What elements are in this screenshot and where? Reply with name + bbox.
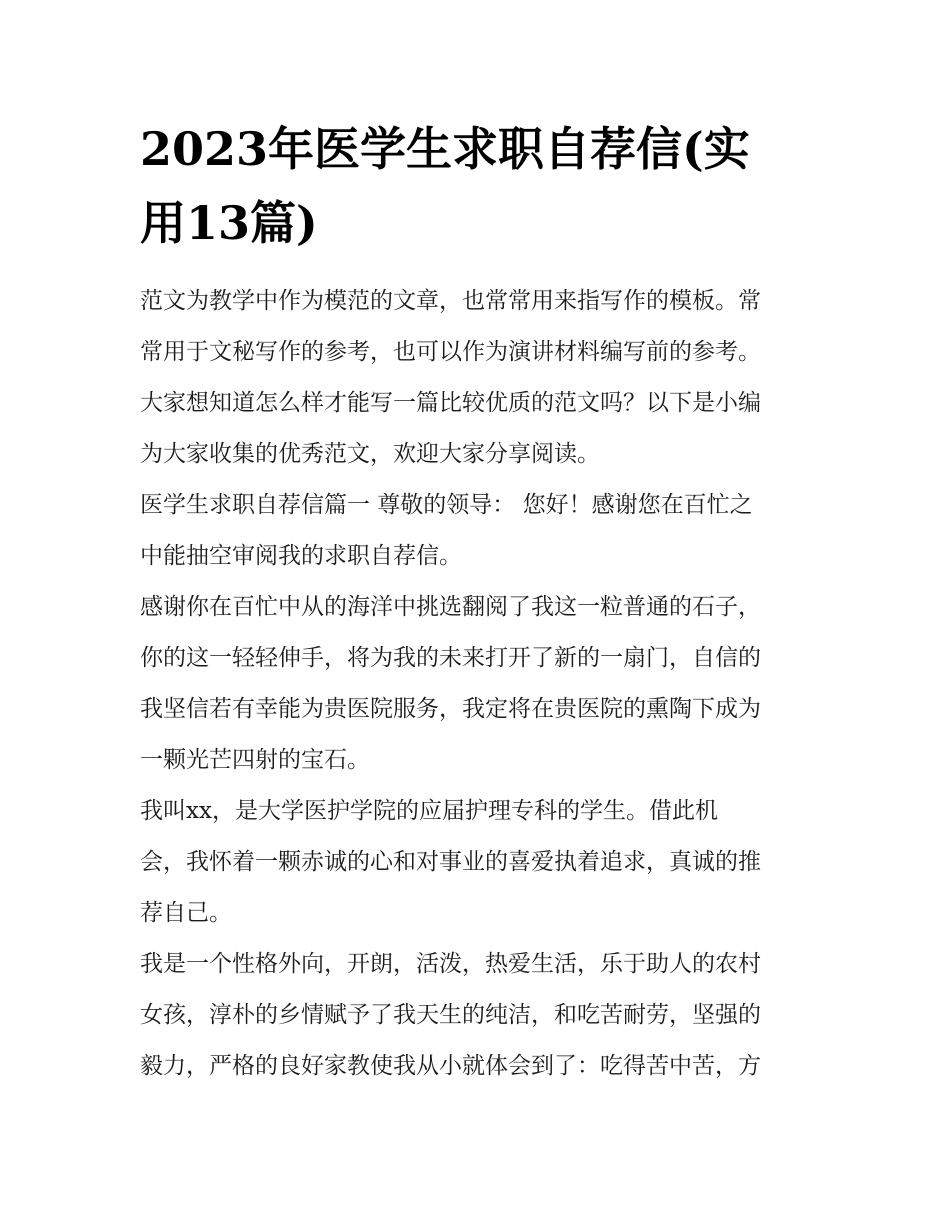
text-line: 女孩，淳朴的乡情赋予了我天生的纯洁，和吃苦耐劳，坚强的 bbox=[140, 1002, 761, 1028]
text-line: 常用于文秘写作的参考，也可以作为演讲材料编写前的参考。 bbox=[140, 339, 761, 365]
paragraph-personality bbox=[140, 939, 820, 1092]
text-line: 大家想知道怎么样才能写一篇比较优质的范文吗？以下是小编 bbox=[140, 390, 761, 416]
document-title bbox=[140, 112, 820, 260]
title-line: 2023年医学生求职自荐信(实 bbox=[140, 122, 750, 176]
text-line: 一颗光芒四射的宝石。 bbox=[140, 747, 370, 773]
text-line: 会，我怀着一颗赤诚的心和对事业的喜爱执着追求，真诚的推 bbox=[140, 849, 761, 875]
paragraph-greeting bbox=[140, 480, 820, 582]
text-line: 我坚信若有幸能为贵医院服务，我定将在贵医院的熏陶下成为 bbox=[140, 696, 761, 722]
document-body bbox=[140, 276, 820, 1092]
text-line: 为大家收集的优秀范文，欢迎大家分享阅读。 bbox=[140, 441, 600, 467]
text-line: 你的这一轻轻伸手，将为我的未来打开了新的一扇门，自信的 bbox=[140, 645, 761, 671]
text-line: 毅力，严格的良好家教使我从小就体会到了：吃得苦中苦，方 bbox=[140, 1053, 761, 1079]
text-line: 范文为教学中作为模范的文章，也常常用来指写作的模板。常 bbox=[140, 288, 761, 314]
text-line: 荐自己。 bbox=[140, 900, 232, 926]
paragraph-intro bbox=[140, 276, 820, 480]
text-line: 感谢你在百忙中从的海洋中挑选翻阅了我这一粒普通的石子， bbox=[140, 594, 761, 620]
text-line: 中能抽空审阅我的求职自荐信。 bbox=[140, 543, 462, 569]
text-line: 医学生求职自荐信篇一 尊敬的领导： 您好！感谢您在百忙之 bbox=[140, 492, 753, 518]
paragraph-thanks bbox=[140, 582, 820, 786]
text-line: 我叫xx，是大学医护学院的应届护理专科的学生。借此机 bbox=[140, 798, 718, 824]
text-line: 我是一个性格外向，开朗，活泼，热爱生活，乐于助人的农村 bbox=[140, 951, 761, 977]
title-line: 用13篇) bbox=[140, 196, 318, 250]
paragraph-introduction bbox=[140, 786, 820, 939]
